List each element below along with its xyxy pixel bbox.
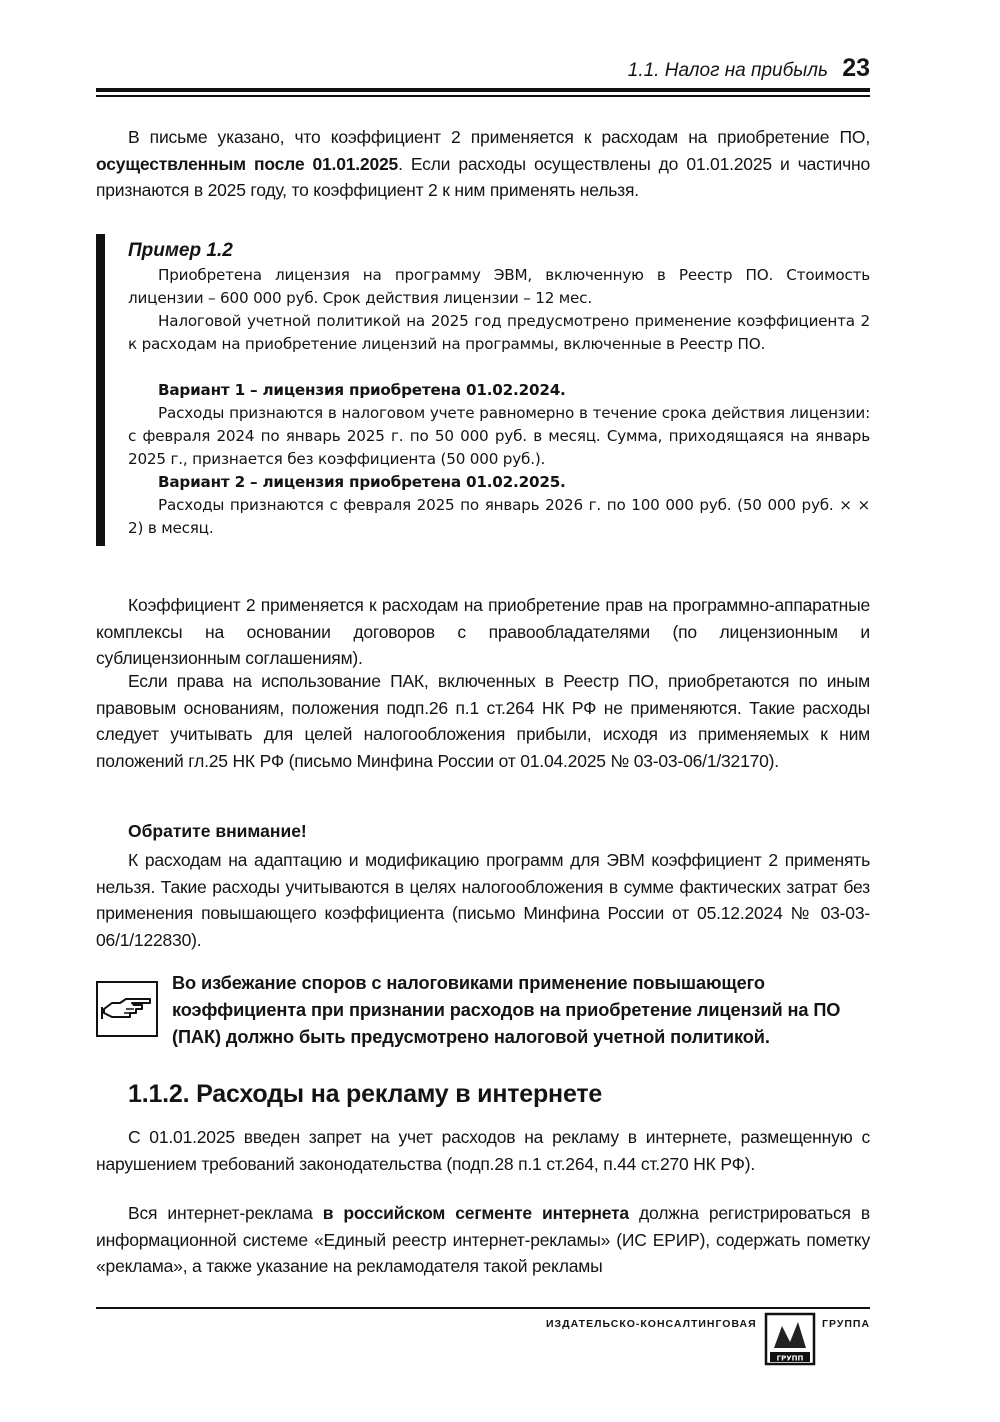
note-title: Обратите внимание! bbox=[128, 821, 307, 841]
example-line-2: Налоговой учетной политикой на 2025 год предусмотрено применение коэффициента 2 к расходам на приобретение лицензий на программы, включенные в Реестр ПО. bbox=[128, 312, 870, 353]
publisher-logo-icon bbox=[764, 1312, 816, 1366]
paragraph-ad-registry bbox=[96, 1200, 870, 1280]
intro-paragraph bbox=[96, 124, 870, 204]
example-variant-2-title: Вариант 2 – лицензия приобретена 01.02.2025. bbox=[158, 473, 566, 491]
page-number: 23 bbox=[842, 54, 870, 82]
footer-publisher-left: ИЗДАТЕЛЬСКО-КОНСАЛТИНГОВАЯ bbox=[546, 1318, 757, 1330]
header-rule-thick bbox=[96, 88, 870, 92]
header-rule-thin bbox=[96, 95, 870, 97]
header-section-title: 1.1. Налог на прибыль bbox=[627, 60, 828, 81]
callout-icon-box bbox=[96, 981, 158, 1037]
publisher-logo bbox=[764, 1312, 816, 1366]
note-text: К расходам на адаптацию и модификацию программ для ЭВМ коэффициент 2 применять нельзя. Такие расходы учитываются в целях налогообложения в сумме фактических затрат без применения повышающего коэффициента (письмо Минфина России от 05.12.2024 № 03-03-06/1/122830). bbox=[96, 850, 870, 950]
section-heading: 1.1.2. Расходы на рекламу в интернете bbox=[128, 1080, 603, 1108]
ad-text-a: Вся интернет-реклама bbox=[128, 1203, 323, 1223]
footer-publisher-right: ГРУППА bbox=[822, 1318, 871, 1330]
pointing-hand-icon bbox=[98, 983, 156, 1035]
footer-rule bbox=[96, 1307, 870, 1309]
paragraph-ad-ban: С 01.01.2025 введен запрет на учет расходов на рекламу в интернете, размещенную с нарушением требований законодательства (подп.28 п.1 ст.264, п.44 ст.270 НК РФ). bbox=[96, 1127, 870, 1174]
example-variant-1-text: Расходы признаются в налоговом учете равномерно в течение срока действия лицензии: с февраля 2024 по январь 2025 г. по 50 000 руб. в месяц. Сумма, приходящаяся на январь 2025 г., признается без коэффициента (50 000 руб.). bbox=[128, 404, 870, 468]
logo-text: ГРУПП bbox=[776, 1354, 804, 1363]
running-header bbox=[96, 52, 870, 88]
callout-text: Во избежание споров с налоговиками применение повышающего коэффициента при признании расходов на приобретение лицензий на ПО (ПАК) должно быть предусмотрено налоговой учетной политикой. bbox=[172, 973, 841, 1047]
example-variant-2-text: Расходы признаются с февраля 2025 по январь 2026 г. по 100 000 руб. (50 000 руб. × × 2) в месяц. bbox=[128, 496, 870, 537]
intro-text-c: . Если расходы осуществлены до 01.01.2025 и частично признаются в 2025 году, то коэффициент 2 к ним применять нельзя. bbox=[96, 153, 871, 200]
paragraph-pak: Коэффициент 2 применяется к расходам на приобретение прав на программно-аппаратные комплексы на основании договоров с правообладателями (по лицензионным и сублицензионным соглашениям). bbox=[96, 595, 870, 668]
example-side-bar bbox=[96, 234, 105, 546]
example-line-1: Приобретена лицензия на программу ЭВМ, включенную в Реестр ПО. Стоимость лицензии – 600 000 руб. Срок действия лицензии – 12 мес. bbox=[128, 266, 870, 307]
intro-text-a: В письме указано, что коэффициент 2 применяется к расходам на приобретение ПО, bbox=[128, 127, 870, 147]
example-variant-1-title: Вариант 1 – лицензия приобретена 01.02.2024. bbox=[158, 381, 566, 399]
ad-text-c: должна регистрироваться в информационной системе «Единый реестр интернет-рекламы» (ИС ЕРИР), содержать пометку «реклама», а также указание на рекламодателя такой рекламы bbox=[96, 1203, 870, 1276]
example-title: Пример 1.2 bbox=[128, 240, 233, 261]
ad-text-bold: в российском сегменте интернета bbox=[322, 1203, 629, 1223]
paragraph-other-grounds: Если права на использование ПАК, включенных в Реестр ПО, приобретаются по иным правовым основаниям, положения подп.26 п.1 ст.264 НК РФ не применяются. Такие расходы следует учитывать для целей налогообложения прибыли, исходя из применяемых к ним положений гл.25 НК РФ (письмо Минфина России от 01.04.2025 № 03-03-06/1/32170). bbox=[96, 671, 870, 771]
intro-text-bold: осуществленным после 01.01.2025 bbox=[96, 153, 399, 174]
